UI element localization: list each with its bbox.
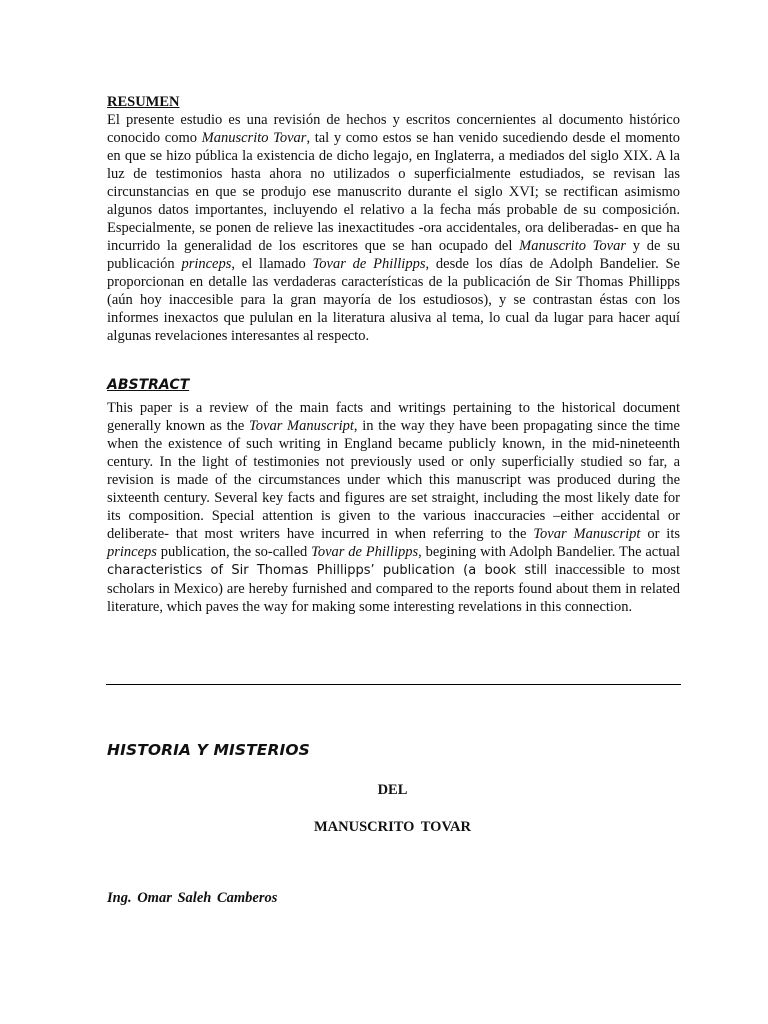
- abstract-heading: ABSTRACT: [107, 377, 190, 393]
- title-connector: DEL: [377, 782, 408, 798]
- horizontal-divider: [106, 684, 681, 685]
- document-title: HISTORIA Y MISTERIOS: [107, 741, 310, 759]
- resumen-section: [107, 93, 680, 345]
- document-subtitle: MANUSCRITO TOVAR: [313, 819, 472, 835]
- abstract-section: [107, 376, 680, 616]
- author-name: Ing. Omar Saleh Camberos: [107, 890, 278, 906]
- resumen-paragraph: El presente estudio es una revisión de hechos y escritos concernientes al documento histórico conocido como Manuscrito Tovar, tal y como estos se han venido sucediendo desde el momento en que se hizo pública la existencia de dicho legajo, en Inglaterra, a mediados del siglo XIX. A la luz de testimonios hasta ahora no utilizados o superficialmente estudiados, se revisan las circunstancias en que se produjo ese manuscrito durante el siglo XVI; se rectifican asimismo algunos datos importantes, incluyendo el relativo a la fecha más probable de su composición. Especialmente, se ponen de relieve las inexactitudes -ora accidentales, ora deliberadas- en que ha incurrido la generalidad de los escritores que se han ocupado del Manuscrito Tovar y de su publicación princeps, el llamado Tovar de Phillipps, desde los días de Adolph Bandelier. Se proporcionan en detalle las verdaderas características de la publicación de Sir Thomas Phillipps (aún hoy inaccesible para la gran mayoría de los estudiosos), y se contrastan éstas con los informes inexactos que pululan en la literatura alusiva al tema, lo cual da lugar para hacer aquí algunas revelaciones interesantes al respecto.: [107, 112, 680, 344]
- abstract-paragraph: This paper is a review of the main facts and writings pertaining to the historical document generally known as the Tovar Manuscript, in the way they have been propagating since the time when the existence of such writing in England became publicly known, in the mid-nineteenth century. In the light of testimonies not previously used or only superficially studied so far, a revision is made of the circumstances under which this manuscript was produced during the sixteenth century. Several key facts and figures are set straight, including the most likely date for its composition. Special attention is given to the various inaccuracies –either accidental or deliberate- that most writers have incurred in when referring to the Tovar Manuscript or its princeps publication, the so-called Tovar de Phillipps, begining with Adolph Bandelier. The actual characteristics of Sir Thomas Phillipps’ publication (a book still inaccessible to most scholars in Mexico) are hereby furnished and compared to the reports found about them in related literature, which paves the way for making some interesting revelations in this connection.: [107, 400, 681, 615]
- resumen-heading: RESUMEN: [107, 94, 180, 110]
